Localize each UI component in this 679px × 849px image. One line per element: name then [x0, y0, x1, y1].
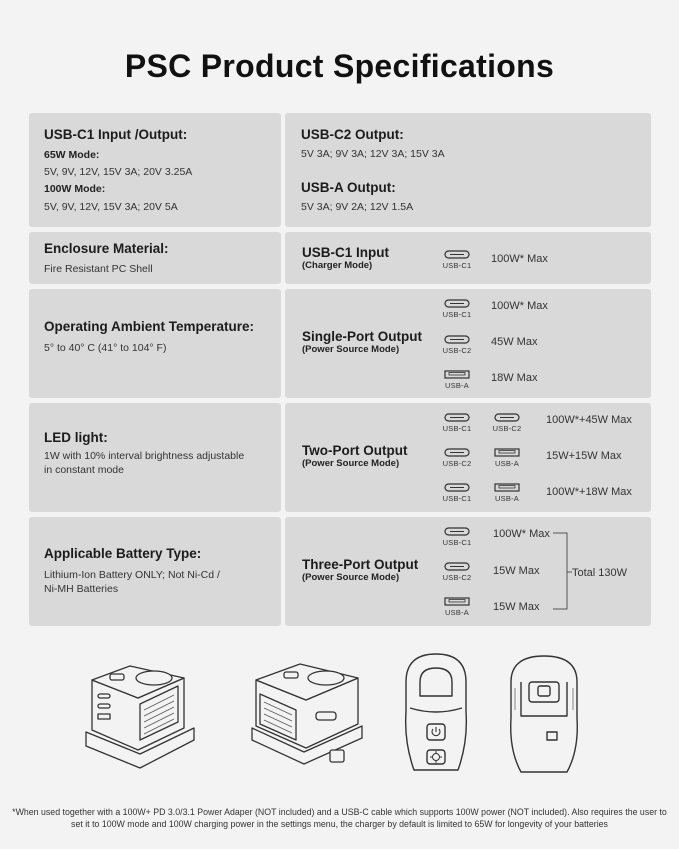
usb-c-port-icon — [490, 413, 524, 435]
usb-c-port-icon — [440, 448, 474, 470]
mode100-values: 5V, 9V, 12V, 15V 3A; 20V 5A — [44, 201, 178, 213]
three-port-total: Total 130W — [572, 567, 628, 579]
two-port-value-c2-a: 15W+15W Max — [546, 450, 622, 462]
usba-output-values: 5V 3A; 9V 2A; 12V 1.5A — [301, 201, 414, 213]
footnote: *When used together with a 100W+ PD 3.0/3.1 Power Adaper (NOT included) and a USB-C cable which supports 100W power (NOT included). Also requires the user to set it to 100W mode and 100W charging power in the settings menu, the charger by default is limited to 65W for longevity of your batteries — [12, 807, 667, 829]
port-label: USB-C2 — [442, 459, 472, 468]
charger-mode-value: 100W* Max — [491, 253, 548, 265]
usb-c-port-icon — [440, 562, 474, 584]
port-label: USB-C1 — [442, 424, 472, 433]
port-label: USB-A — [495, 494, 519, 503]
port-label: USB-A — [445, 381, 469, 390]
single-port-value-a: 18W Max — [491, 372, 538, 384]
temperature-value: 5° to 40° C (41° to 104° F) — [44, 342, 167, 354]
two-port-subtitle: (Power Source Mode) — [302, 458, 400, 469]
product-illustration-front-angle — [80, 658, 200, 770]
single-port-title: Single-Port Output — [302, 329, 422, 344]
single-port-card — [285, 289, 651, 398]
mode65-values: 5V, 9V, 12V, 15V 3A; 20V 3.25A — [44, 166, 193, 178]
product-illustration-side-angle — [246, 660, 368, 770]
single-port-value-c1: 100W* Max — [491, 300, 548, 312]
port-label: USB-C1 — [442, 494, 472, 503]
two-port-title: Two-Port Output — [302, 443, 408, 458]
usb-c-port-icon — [440, 250, 474, 272]
page-title: PSC Product Specifications — [124, 48, 555, 84]
battery-heading: Applicable Battery Type: — [44, 546, 202, 561]
port-label: USB-C2 — [492, 424, 522, 433]
three-port-title: Three-Port Output — [302, 557, 419, 572]
two-port-card — [285, 403, 651, 512]
usbc1-io-heading: USB-C1 Input /Output: — [44, 127, 188, 142]
usb-a-port-icon — [490, 448, 524, 470]
port-label: USB-C2 — [442, 346, 472, 355]
usb-c-port-icon — [440, 413, 474, 435]
charger-mode-subtitle: (Charger Mode) — [302, 260, 373, 271]
led-heading: LED light: — [44, 430, 108, 445]
usb-a-port-icon — [490, 483, 524, 505]
battery-description-line2: Ni-MH Batteries — [44, 583, 119, 595]
battery-card — [29, 517, 281, 626]
three-port-card — [285, 517, 651, 626]
product-illustration-bottom-view — [505, 652, 583, 776]
total-bracket — [551, 531, 573, 611]
port-label: USB-C1 — [442, 538, 472, 547]
temperature-heading: Operating Ambient Temperature: — [44, 319, 255, 334]
three-port-value-a: 15W Max — [493, 601, 540, 613]
enclosure-heading: Enclosure Material: — [44, 241, 169, 256]
two-port-value-c1-a: 100W*+18W Max — [546, 486, 632, 498]
port-label: USB-C1 — [442, 310, 472, 319]
usb-c-port-icon — [440, 527, 474, 549]
usb-c-port-icon — [440, 299, 474, 321]
usbc1-io-card — [29, 113, 281, 227]
charger-mode-card — [285, 232, 651, 284]
single-port-subtitle: (Power Source Mode) — [302, 344, 400, 355]
led-card — [29, 403, 281, 512]
usbc2-output-values: 5V 3A; 9V 3A; 12V 3A; 15V 3A — [301, 148, 445, 160]
temperature-card — [29, 289, 281, 398]
product-illustration-top-view — [398, 652, 474, 776]
enclosure-value: Fire Resistant PC Shell — [44, 263, 153, 275]
battery-description-line1: Lithium-Ion Battery ONLY; Not Ni-Cd / — [44, 569, 220, 581]
usba-output-heading: USB-A Output: — [301, 180, 396, 195]
mode100-label: 100W Mode: — [44, 183, 106, 195]
output-specs-card — [285, 113, 651, 227]
three-port-subtitle: (Power Source Mode) — [302, 572, 400, 583]
usb-c-port-icon — [440, 483, 474, 505]
enclosure-card — [29, 232, 281, 284]
single-port-value-c2: 45W Max — [491, 336, 538, 348]
port-label: USB-C2 — [442, 573, 472, 582]
usb-c-port-icon — [440, 335, 474, 357]
usb-a-port-icon — [440, 597, 474, 619]
mode65-label: 65W Mode: — [44, 149, 100, 161]
led-description-line2: in constant mode — [44, 464, 124, 476]
two-port-value-c1-c2: 100W*+45W Max — [546, 414, 632, 426]
three-port-value-c2: 15W Max — [493, 565, 540, 577]
usb-a-port-icon — [440, 370, 474, 392]
port-label: USB-A — [445, 608, 469, 617]
usbc2-output-heading: USB-C2 Output: — [301, 127, 404, 142]
port-label: USB-A — [495, 459, 519, 468]
port-label: USB-C1 — [442, 261, 472, 270]
three-port-value-c1: 100W* Max — [493, 528, 550, 540]
charger-mode-title: USB-C1 Input — [302, 245, 389, 260]
led-description-line1: 1W with 10% interval brightness adjustable — [44, 450, 245, 462]
